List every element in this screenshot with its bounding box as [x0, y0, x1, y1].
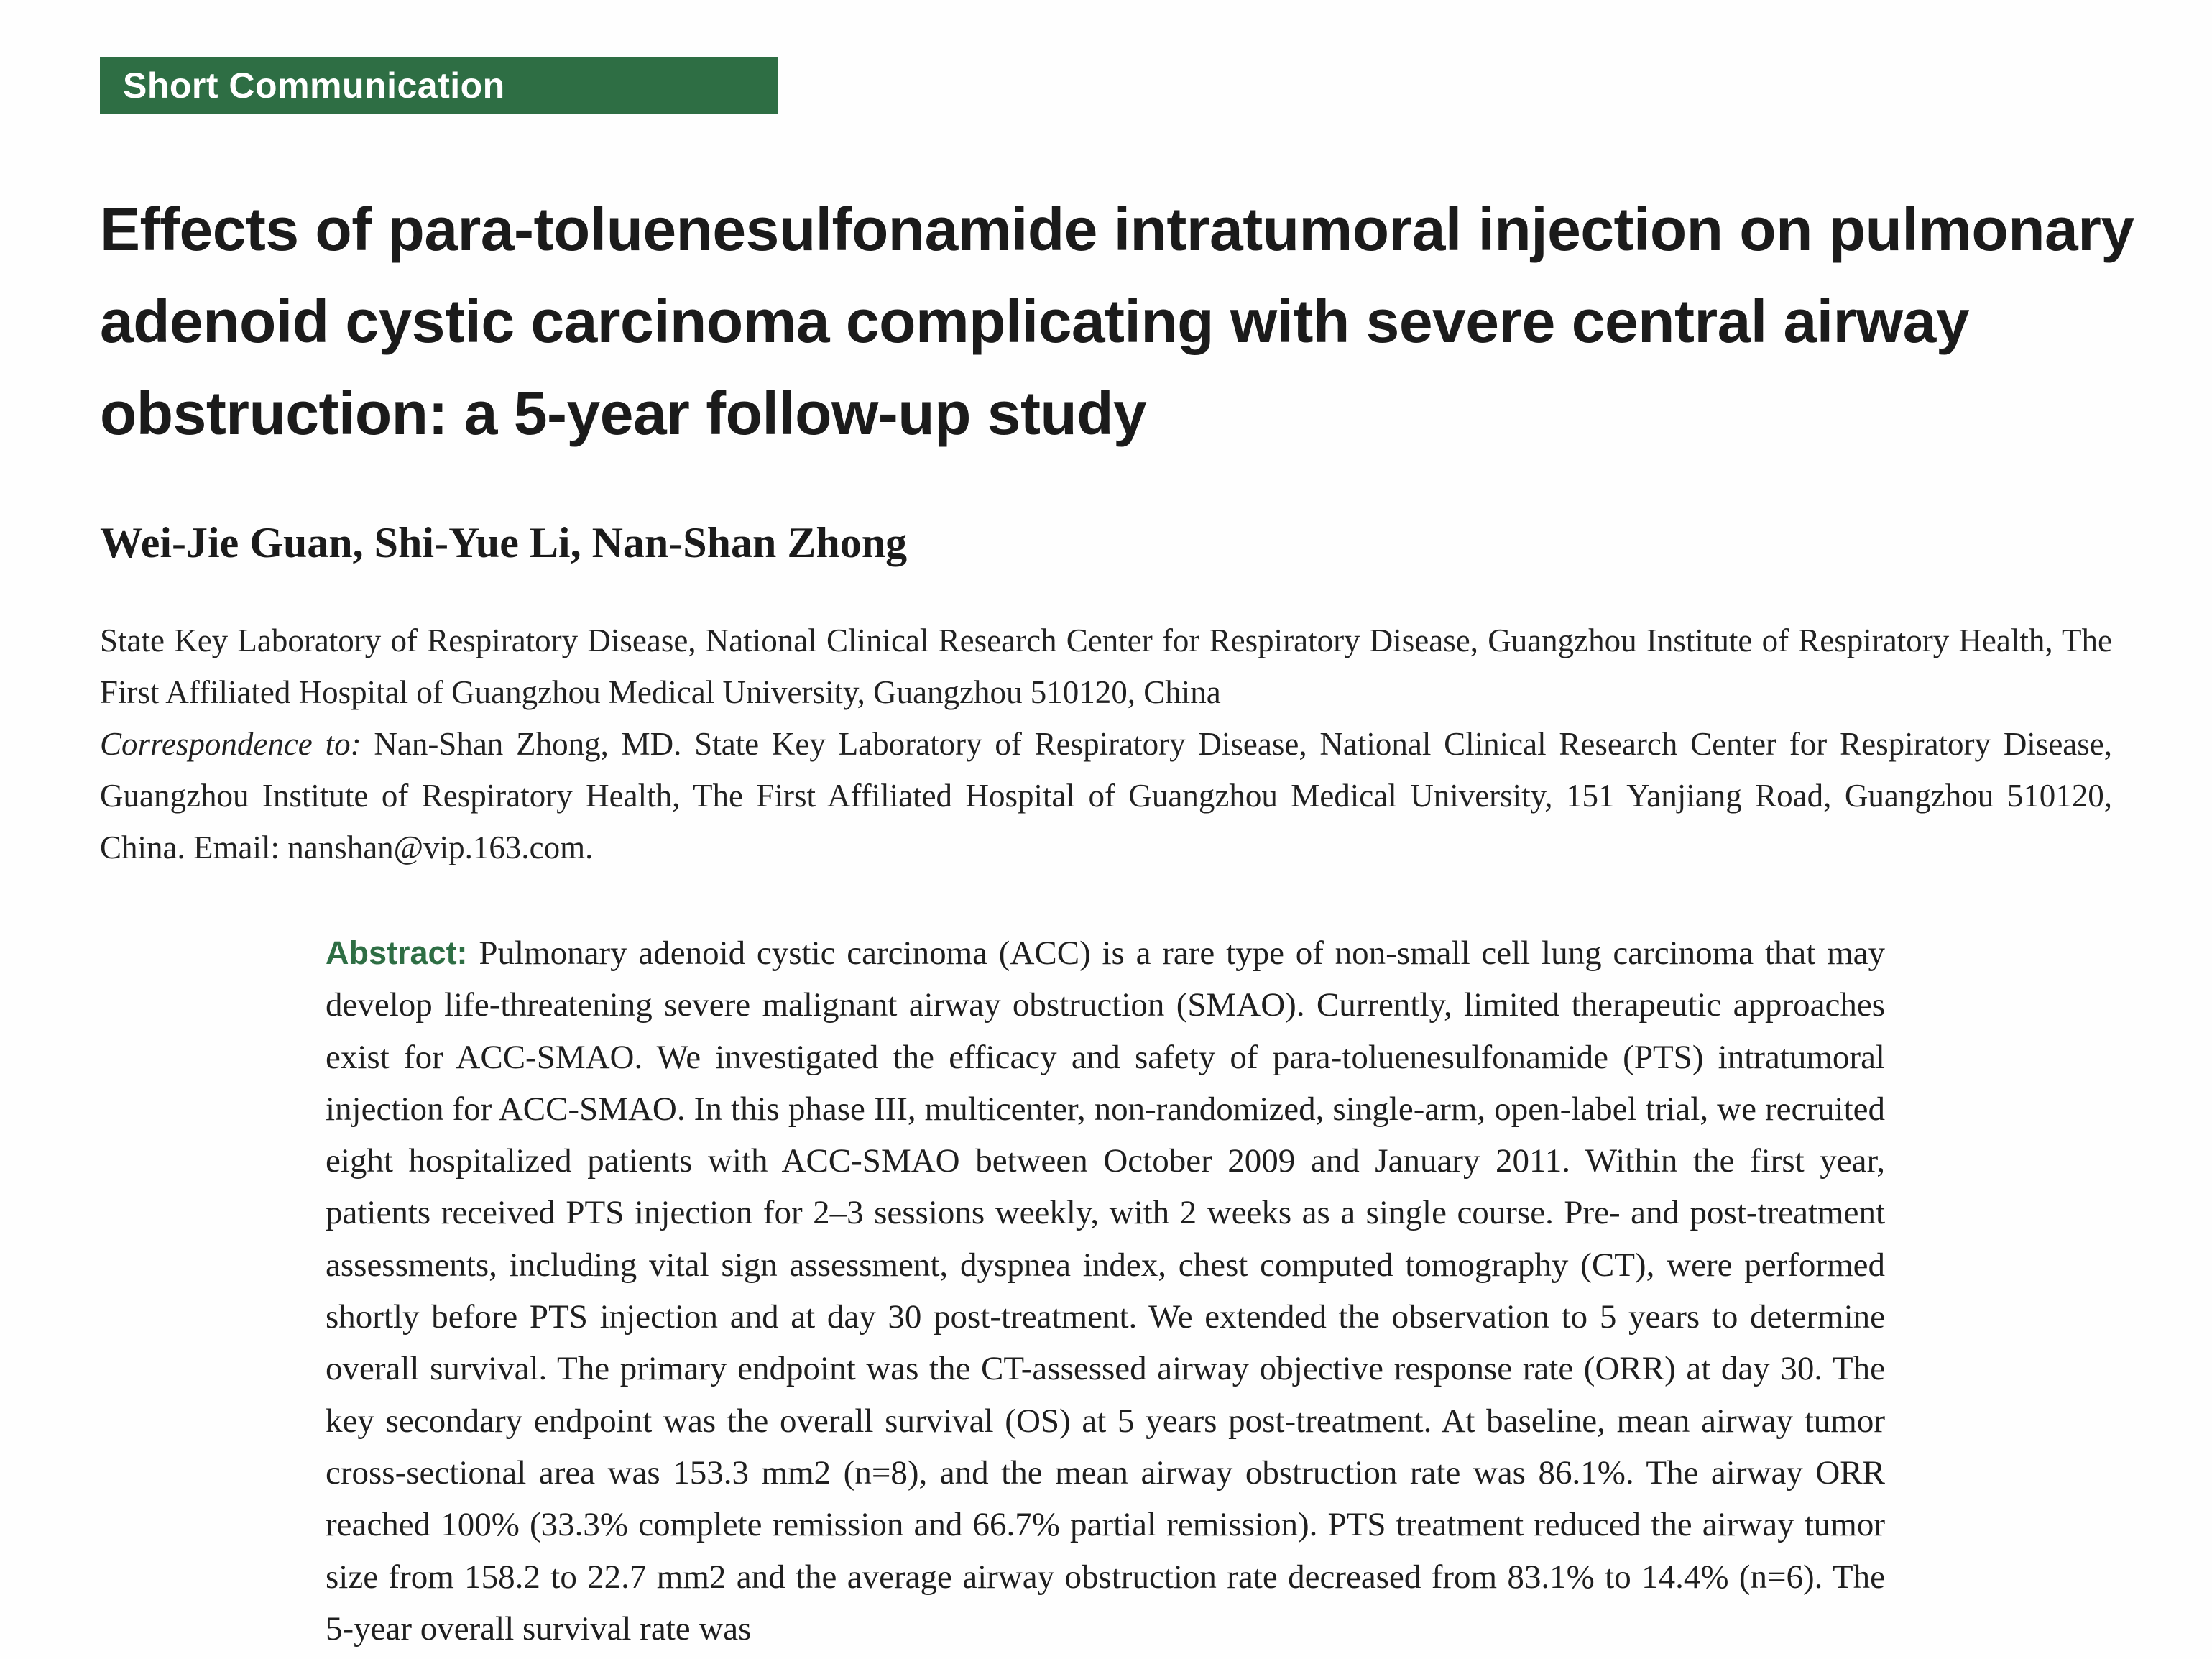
abstract-text: Pulmonary adenoid cystic carcinoma (ACC) is a rare type of non-small cell lung carcinoma that may develop life-threatening severe malignant airway obstruction (SMAO). Currently, limited therapeutic approaches exist for ACC-SMAO. We investigated the efficacy and safety of para-toluenesulfonamide (PTS) intratumoral injection for ACC-SMAO. In this phase III, multicenter, non-randomized, single-arm, open-label trial, we recruited eight hospitalized patients with ACC-SMAO between October 2009 and January 2011. Within the first year, patients received PTS injection for 2–3 sessions weekly, with 2 weeks as a single course. Pre- and post-treatment assessments, including vital sign assessment, dyspnea index, chest computed tomography (CT), were performed shortly before PTS injection and at day 30 post-treatment. We extended the observation to 5 years to determine overall survival. The primary endpoint was the CT-assessed airway objective response rate (ORR) at day 30. The key secondary endpoint was the overall survival (OS) at 5 years post-treatment. At baseline, mean airway tumor cross-sectional area was 153.3 mm2 (n=8), and the mean airway obstruction rate was 86.1%. The airway ORR reached 100% (33.3% complete remission and 66.7% partial remission). PTS treatment reduced the airway tumor size from 158.2 to 22.7 mm2 and the average airway obstruction rate decreased from 83.1% to 14.4% (n=6). The 5-year overall survival rate was: [326, 934, 1885, 1647]
correspondence-text: Nan-Shan Zhong, MD. State Key Laboratory of Respiratory Disease, National Clinical Research Center for Respiratory Disease, Guangzhou Institute of Respiratory Health, The First Affiliated Hospital of Guangzhou Medical University, 151 Yanjiang Road, Guangzhou 510120, China. Email: nanshan@vip.163.com.: [100, 726, 2113, 865]
section-banner: [100, 57, 778, 114]
section-label: Short Communication: [123, 65, 505, 106]
article-title: Effects of para-toluenesulfonamide intratumoral injection on pulmonary adenoid cystic carcinoma complicating with severe central airway obstruction: a 5-year follow-up study: [100, 196, 2134, 447]
author-list: Wei-Jie Guan, Shi-Yue Li, Nan-Shan Zhong: [100, 519, 908, 566]
affiliation-text: State Key Laboratory of Respiratory Disease, National Clinical Research Center for Respiratory Disease, Guangzhou Institute of Respiratory Health, The First Affiliated Hospital of Guangzhou Medical University, Guangzhou 510120, China: [100, 622, 2112, 710]
correspondence: [100, 718, 2112, 873]
affiliation-block: [100, 615, 2112, 873]
correspondence-label: Correspondence to:: [100, 726, 361, 762]
abstract-label: Abstract:: [326, 934, 468, 971]
abstract: [326, 927, 1885, 1655]
